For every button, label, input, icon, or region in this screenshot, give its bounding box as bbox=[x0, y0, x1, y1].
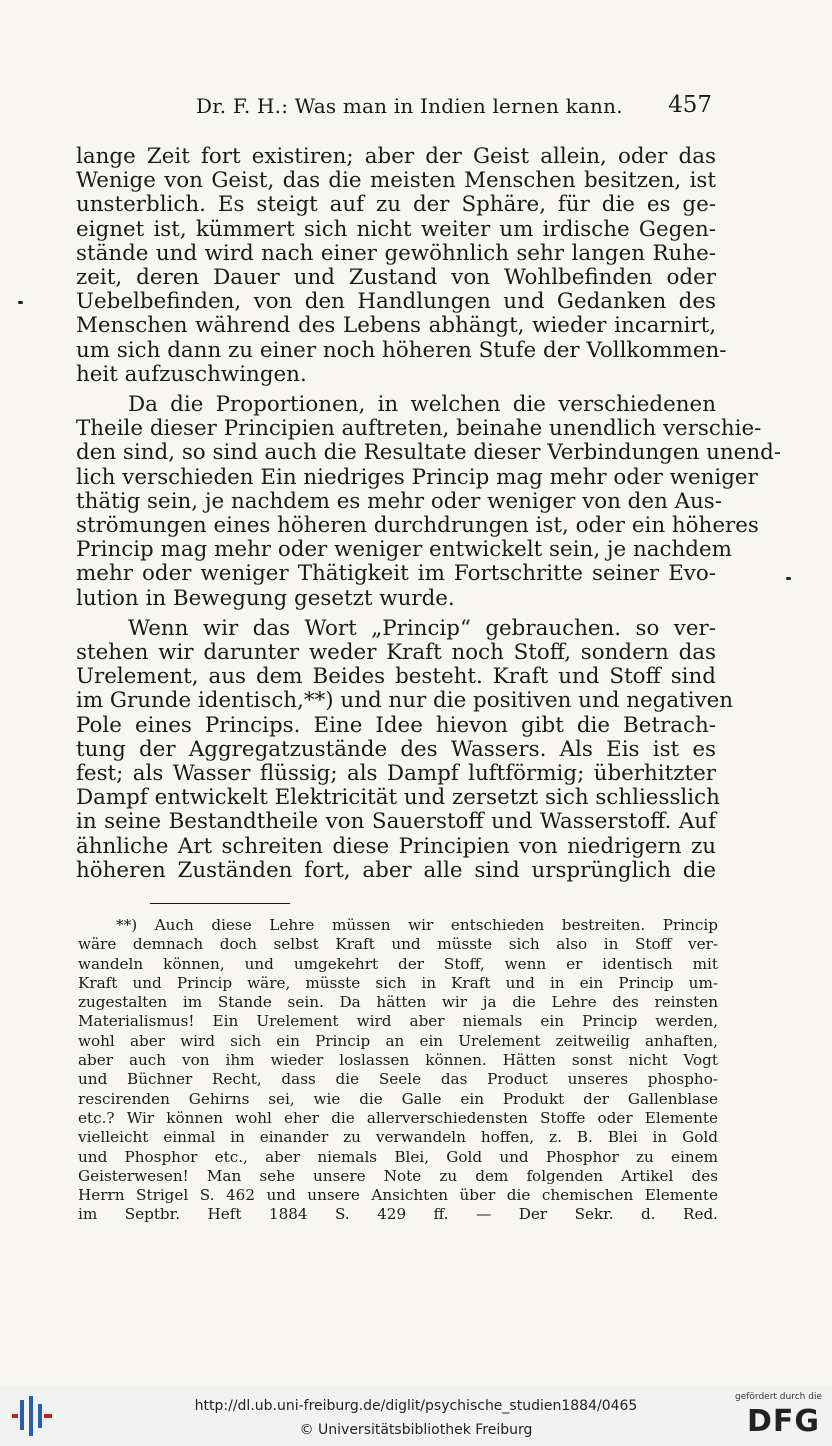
footnote-line: und Büchner Recht, dass die Seele das Product unseres phospho- bbox=[78, 1070, 718, 1089]
text-line: stände und wird nach einer gewöhnlich sehr langen Ruhe- bbox=[76, 240, 716, 266]
text-line: in seine Bestandtheile von Sauerstoff und Wasserstoff. Auf bbox=[76, 809, 716, 835]
text-line: lution in Bewegung gesetzt wurde. bbox=[76, 585, 455, 611]
footnote-line: Herrn Strigel S. 462 und unsere Ansichten über die chemischen Elemente bbox=[78, 1186, 718, 1205]
text-line: zeit, deren Dauer und Zustand von Wohlbefinden oder bbox=[76, 265, 716, 291]
scan-speck bbox=[18, 301, 23, 304]
text-line: Da die Proportionen, in welchen die verschiedenen bbox=[128, 392, 716, 418]
text-line: den sind, so sind auch die Resultate dieser Verbindungen unend- bbox=[76, 440, 782, 466]
text-line: mehr oder weniger Thätigkeit im Fortschritte seiner Evo- bbox=[76, 561, 716, 587]
footnote-line: rescirenden Gehirns sei, wie die Galle ein Produkt der Gallenblase bbox=[78, 1089, 718, 1108]
paragraph-2 bbox=[76, 392, 782, 611]
text-line: Theile dieser Principien auftreten, beinahe unendlich verschie- bbox=[76, 416, 762, 442]
text-line: Dampf entwickelt Elektricität und zersetzt sich schliesslich bbox=[76, 785, 720, 811]
text-line: Princip mag mehr oder weniger entwickelt sein, je nachdem bbox=[76, 537, 732, 563]
footnote-line: zugestalten im Stande sein. Da hätten wir ja die Lehre des reinsten bbox=[78, 993, 718, 1012]
text-line: fest; als Wasser flüssig; als Dampf luftförmig; überhitzter bbox=[76, 761, 716, 787]
text-line: strömungen eines höheren durchdrungen ist, oder ein höheres bbox=[76, 513, 759, 539]
paragraph-1 bbox=[76, 144, 727, 387]
text-line: lange Zeit fort existiren; aber der Geist allein, oder das bbox=[76, 144, 716, 169]
footnote-separator bbox=[150, 903, 290, 904]
text-line: heit aufzuschwingen. bbox=[76, 361, 307, 387]
text-line: ähnliche Art schreiten diese Principien von niedrigern zu bbox=[76, 833, 716, 859]
footnote-line: Materialismus! Ein Urelement wird aber niemals ein Princip werden, bbox=[78, 1012, 718, 1031]
copyright-notice: © Universitätsbibliothek Freiburg bbox=[299, 1422, 533, 1438]
footnote-line: wohl aber wird sich ein Princip an ein Urelement zeitweilig anhaften, bbox=[78, 1031, 718, 1050]
text-line: Urelement, aus dem Beides besteht. Kraft und Stoff sind bbox=[76, 664, 716, 690]
text-line: stehen wir darunter weder Kraft noch Stoff, sondern das bbox=[76, 640, 716, 666]
running-title: Dr. F. H.: Was man in Indien lernen kann. bbox=[196, 94, 623, 118]
paragraph-3 bbox=[76, 615, 734, 883]
main-text bbox=[76, 144, 782, 883]
footnote-line: Geisterwesen! Man sehe unsere Note zu dem folgenden Artikel des bbox=[78, 1166, 718, 1185]
text-line: lich verschieden Ein niedriges Princip mag mehr oder weniger bbox=[76, 464, 758, 490]
text-line: Uebelbefinden, von den Handlungen und Gedanken des bbox=[76, 289, 716, 315]
footnote bbox=[78, 916, 718, 1225]
text-line: Wenn wir das Wort „Princip“ gebrauchen. so ver- bbox=[128, 615, 716, 641]
text-line: höheren Zuständen fort, aber alle sind ursprünglich die bbox=[76, 857, 716, 883]
page-number: 457 bbox=[668, 92, 712, 118]
running-header bbox=[76, 92, 716, 124]
text-line: Wenige von Geist, das die meisten Menschen besitzen, ist bbox=[76, 168, 716, 194]
footnote-line: aber auch von ihm wieder loslassen können. Hätten sonst nicht Vogt bbox=[78, 1051, 718, 1070]
permalink-url[interactable]: http://dl.ub.uni-freiburg.de/diglit/psychische_studien1884/0465 bbox=[194, 1398, 638, 1414]
footnote-line: Kraft und Princip wäre, müsste sich in Kraft und in ein Princip um- bbox=[78, 973, 718, 992]
text-line: eignet ist, kümmert sich nicht weiter um irdische Gegen- bbox=[76, 216, 716, 242]
text-line: im Grunde identisch,**) und nur die positiven und negativen bbox=[76, 688, 734, 714]
viewer-footer bbox=[0, 1386, 832, 1446]
footnote-line: **) Auch diese Lehre müssen wir entschieden bestreiten. Princip bbox=[116, 916, 718, 934]
text-line: um sich dann zu einer noch höheren Stufe der Vollkommen- bbox=[76, 337, 727, 363]
funding-note: gefördert durch die bbox=[735, 1392, 822, 1402]
footnote-line: wandeln können, und umgekehrt der Stoff, wenn er identisch mit bbox=[78, 954, 718, 973]
footnote-line: etc.? Wir können wohl eher die allerverschiedensten Stoffe oder Elemente bbox=[78, 1108, 718, 1127]
footnote-line: im Septbr. Heft 1884 S. 429 ff. — Der Sekr. d. Red. bbox=[78, 1205, 718, 1224]
text-line: tung der Aggregatzustände des Wassers. Als Eis ist es bbox=[76, 736, 716, 762]
scan-speck bbox=[786, 577, 791, 580]
footnote-line: und Phosphor etc., aber niemals Blei, Gold und Phosphor zu einem bbox=[78, 1147, 718, 1166]
text-line: Menschen während des Lebens abhängt, wieder incarnirt, bbox=[76, 313, 716, 339]
text-line: unsterblich. Es steigt auf zu der Sphäre, für die es ge- bbox=[76, 192, 716, 218]
text-line: thätig sein, je nachdem es mehr oder weniger von den Aus- bbox=[76, 488, 723, 514]
dfg-logo-icon[interactable]: DFG bbox=[746, 1404, 820, 1439]
footnote-line: wäre demnach doch selbst Kraft und müsste sich also in Stoff ver- bbox=[78, 935, 718, 954]
footnote-line: vielleicht einmal in einander zu verwandeln hoffen, z. B. Blei in Gold bbox=[78, 1128, 718, 1147]
text-line: Pole eines Princips. Eine Idee hievon gibt die Betrach- bbox=[76, 712, 716, 738]
